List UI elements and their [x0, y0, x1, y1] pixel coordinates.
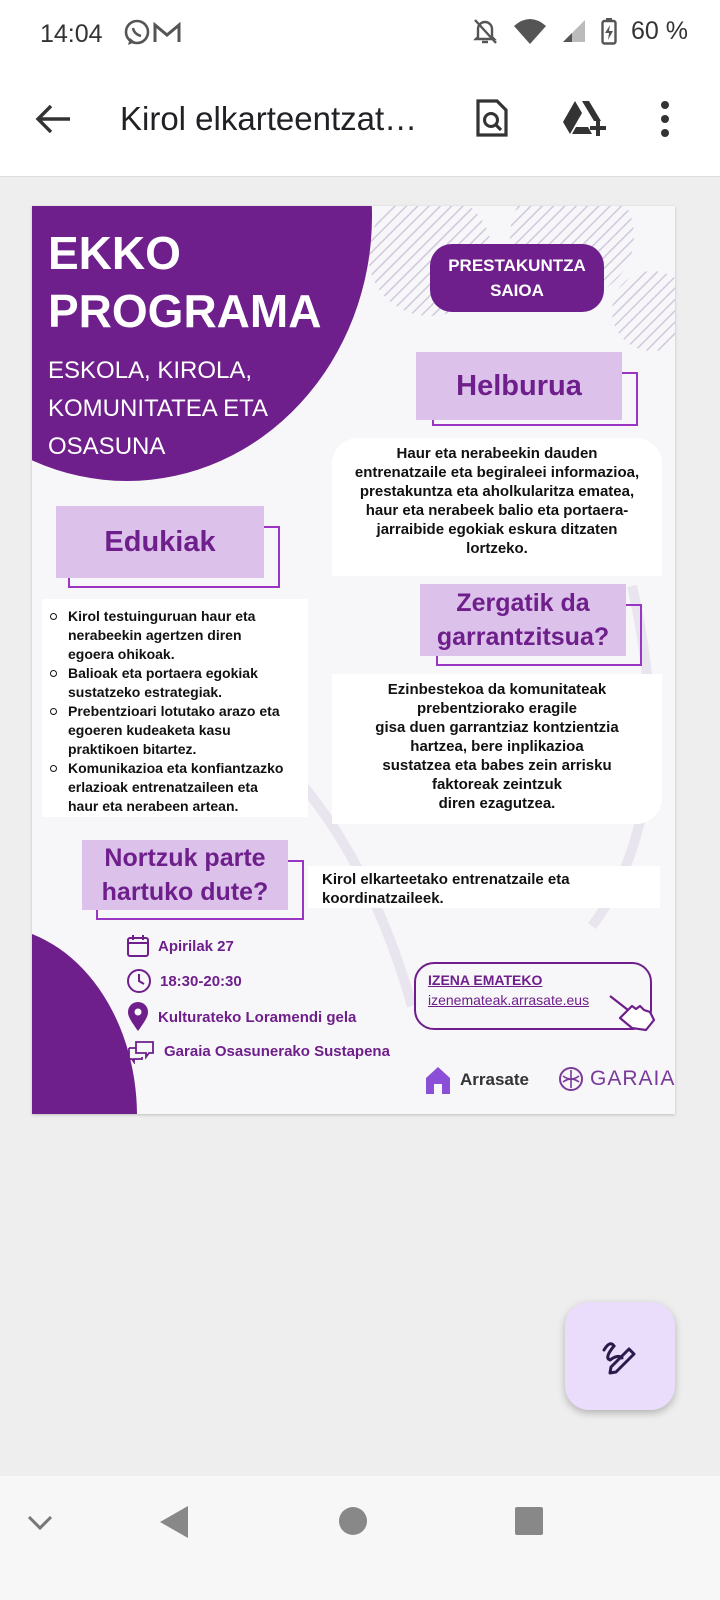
- nortzuk-text: Kirol elkarteetako entrenatzaile eta koordinatzaileek.: [308, 866, 660, 908]
- status-bar: [0, 0, 720, 68]
- annotate-button[interactable]: [565, 1302, 675, 1410]
- pdf-page: [32, 206, 675, 1114]
- nav-back-icon[interactable]: [158, 1504, 190, 1540]
- notification-icons: [122, 16, 184, 55]
- list-item: Balioak eta portaera egokiak sustatzeko estrategiak.: [68, 664, 308, 702]
- list-item: Prebentzioari lotutako arazo eta egoeren kudeaketa kasu praktikoen bitartez.: [68, 702, 308, 759]
- garaia-logo-icon: [558, 1066, 584, 1092]
- event-date: Apirilak 27: [126, 934, 234, 958]
- status-right: [471, 16, 688, 46]
- list-item: Komunikazioa eta konfiantzazko erlazioak entrenatzaileen eta haur eta nerabeen artean.: [68, 759, 308, 816]
- list-item: Kirol testuinguruan haur eta nerabeekin agertzen diren egoera ohikoak.: [68, 607, 308, 664]
- helburua-heading: Helburua: [416, 352, 622, 420]
- whatsapp-icon: [126, 21, 148, 45]
- clock-icon: [126, 968, 152, 994]
- chat-bubbles-icon: [126, 1038, 156, 1064]
- app-bar: [0, 68, 720, 177]
- pointing-hand-icon: [606, 988, 658, 1032]
- cell-signal-icon: [561, 18, 587, 44]
- zergatik-heading: Zergatik da garrantzitsua?: [420, 584, 626, 656]
- zergatik-text: Ezinbestekoa da komunitateak prebentziorako eragile gisa duen garrantziaz kontzientzia hartzea, bere inplikazioa sustatzea eta babes zein arrisku faktoreak zeintzuk diren ezagutzea.: [332, 674, 662, 824]
- registration-label: IZENA EMATEKO: [428, 972, 543, 988]
- battery-charging-icon: [601, 17, 617, 45]
- event-organizer: Garaia Osasunerako Sustapena: [126, 1038, 390, 1064]
- add-to-drive-icon[interactable]: [562, 98, 608, 138]
- event-time: 18:30-20:30: [126, 968, 242, 994]
- event-place: Kulturateko Loramendi gela: [126, 1002, 356, 1032]
- edukiak-heading: Edukiak: [56, 506, 264, 578]
- find-in-document-icon[interactable]: [475, 98, 509, 138]
- edukiak-list: [42, 599, 308, 817]
- edit-pen-icon: [600, 1336, 640, 1376]
- location-pin-icon: [126, 1002, 150, 1032]
- chevron-down-icon[interactable]: [26, 1514, 54, 1532]
- garaia-logo: GARAIA: [558, 1066, 675, 1092]
- back-arrow-icon[interactable]: [34, 102, 72, 136]
- more-options-icon[interactable]: [660, 100, 670, 138]
- wifi-icon: [513, 18, 547, 44]
- registration-link[interactable]: izenemateak.arrasate.eus: [428, 992, 590, 1008]
- arrasate-logo-icon: [422, 1064, 454, 1096]
- status-time: 14:04: [40, 20, 103, 48]
- arrasate-logo: Arrasate: [422, 1064, 529, 1096]
- nav-recents-icon[interactable]: [514, 1506, 544, 1536]
- calendar-icon: [126, 934, 150, 958]
- battery-percent: 60 %: [631, 16, 688, 45]
- program-title: EKKO PROGRAMA: [48, 227, 322, 337]
- program-subtitle: ESKOLA, KIROLA, KOMUNITATEA ETA OSASUNA: [48, 357, 269, 460]
- helburua-text: Haur eta nerabeekin dauden entrenatzaile eta begiraleei informazioa, prestakuntza eta aholkularitza ematea, haur eta nerabeek balio eta portaera- jarraibide egokiak eskura ditzaten lortzeko.: [332, 438, 662, 576]
- session-badge: PRESTAKUNTZA SAIOA: [430, 244, 604, 312]
- system-nav-bar: [0, 1476, 720, 1600]
- gmail-icon: [155, 25, 179, 42]
- nortzuk-heading: Nortzuk parte hartuko dute?: [82, 840, 288, 910]
- alarm-off-icon: [471, 16, 499, 46]
- document-title: Kirol elkarteentzat…: [120, 100, 418, 137]
- nav-home-icon[interactable]: [338, 1506, 368, 1536]
